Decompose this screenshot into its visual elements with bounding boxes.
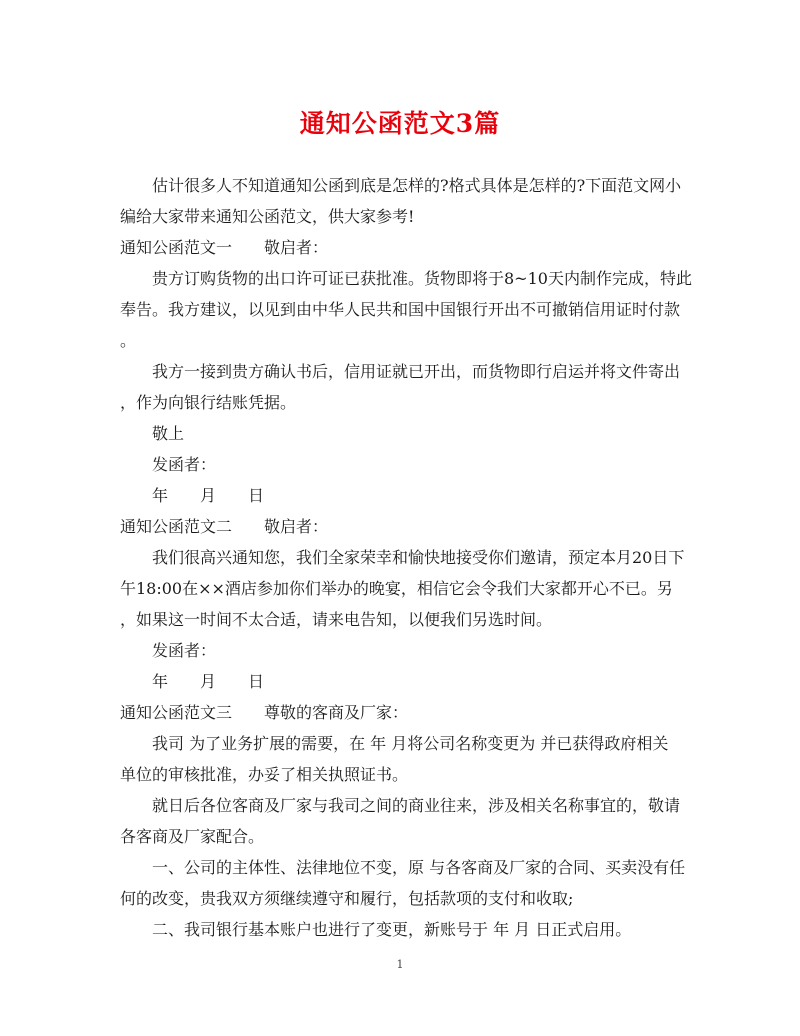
paragraph-line: 。 <box>120 331 137 350</box>
page-number: 1 <box>396 958 404 971</box>
paragraph-line: 二、我司银行基本账户也进行了变更，新账号于 年 月 日正式启用。 <box>152 920 632 939</box>
paragraph-line: ，如果这一时间不太合适，请来电告知，以便我们另选时间。 <box>120 610 553 629</box>
document-title: 通知公函范文3篇 <box>299 109 501 138</box>
date-line: 年 月 日 <box>152 486 265 505</box>
paragraph-line: 一、公司的主体性、法律地位不变，原 与各客商及厂家的合同、买卖没有任 <box>152 858 686 877</box>
paragraph-line: 午18:00在××酒店参加你们举办的晚宴，相信它会令我们大家都开心不已。另 <box>120 579 673 598</box>
paragraph-line: 我方一接到贵方确认书后，信用证就已开出，而货物即行启运并将文件寄出 <box>152 362 681 381</box>
paragraph-line: ，作为向银行结账凭据。 <box>120 393 297 412</box>
paragraph-line: 何的改变，贵我双方须继续遵守和履行，包括款项的支付和收取; <box>120 889 574 908</box>
section-heading: 通知公函范文三 尊敬的客商及厂家： <box>120 703 409 722</box>
paragraph-line: 贵方订购货物的出口许可证已获批准。货物即将于8~10天内制作完成，特此 <box>152 269 692 288</box>
paragraph-line: 估计很多人不知道通知公函到底是怎样的?格式具体是怎样的?下面范文网小 <box>152 176 682 195</box>
paragraph-line: 奉告。我方建议，以见到由中华人民共和国中国银行开出不可撤销信用证时付款 <box>120 300 681 319</box>
date-line: 年 月 日 <box>152 672 265 691</box>
sender-line: 发函者： <box>152 455 217 474</box>
section-heading: 通知公函范文二 敬启者： <box>120 517 329 536</box>
sender-line: 发函者： <box>152 641 217 660</box>
paragraph-line: 各客商及厂家配合。 <box>120 827 265 846</box>
paragraph-line: 我们很高兴通知您，我们全家荣幸和愉快地接受你们邀请，预定本月20日下 <box>152 548 685 567</box>
paragraph-line: 就日后各位客商及厂家与我司之间的商业往来，涉及相关名称事宜的，敬请 <box>152 796 681 815</box>
closing-line: 敬上 <box>152 424 185 443</box>
paragraph-line: 编给大家带来通知公函范文，供大家参考! <box>120 207 415 226</box>
section-heading: 通知公函范文一 敬启者： <box>120 238 329 257</box>
paragraph-line: 我司 为了业务扩展的需要，在 年 月将公司名称变更为 并已获得政府相关 <box>152 734 669 753</box>
paragraph-line: 单位的审核批准，办妥了相关执照证书。 <box>120 765 409 784</box>
